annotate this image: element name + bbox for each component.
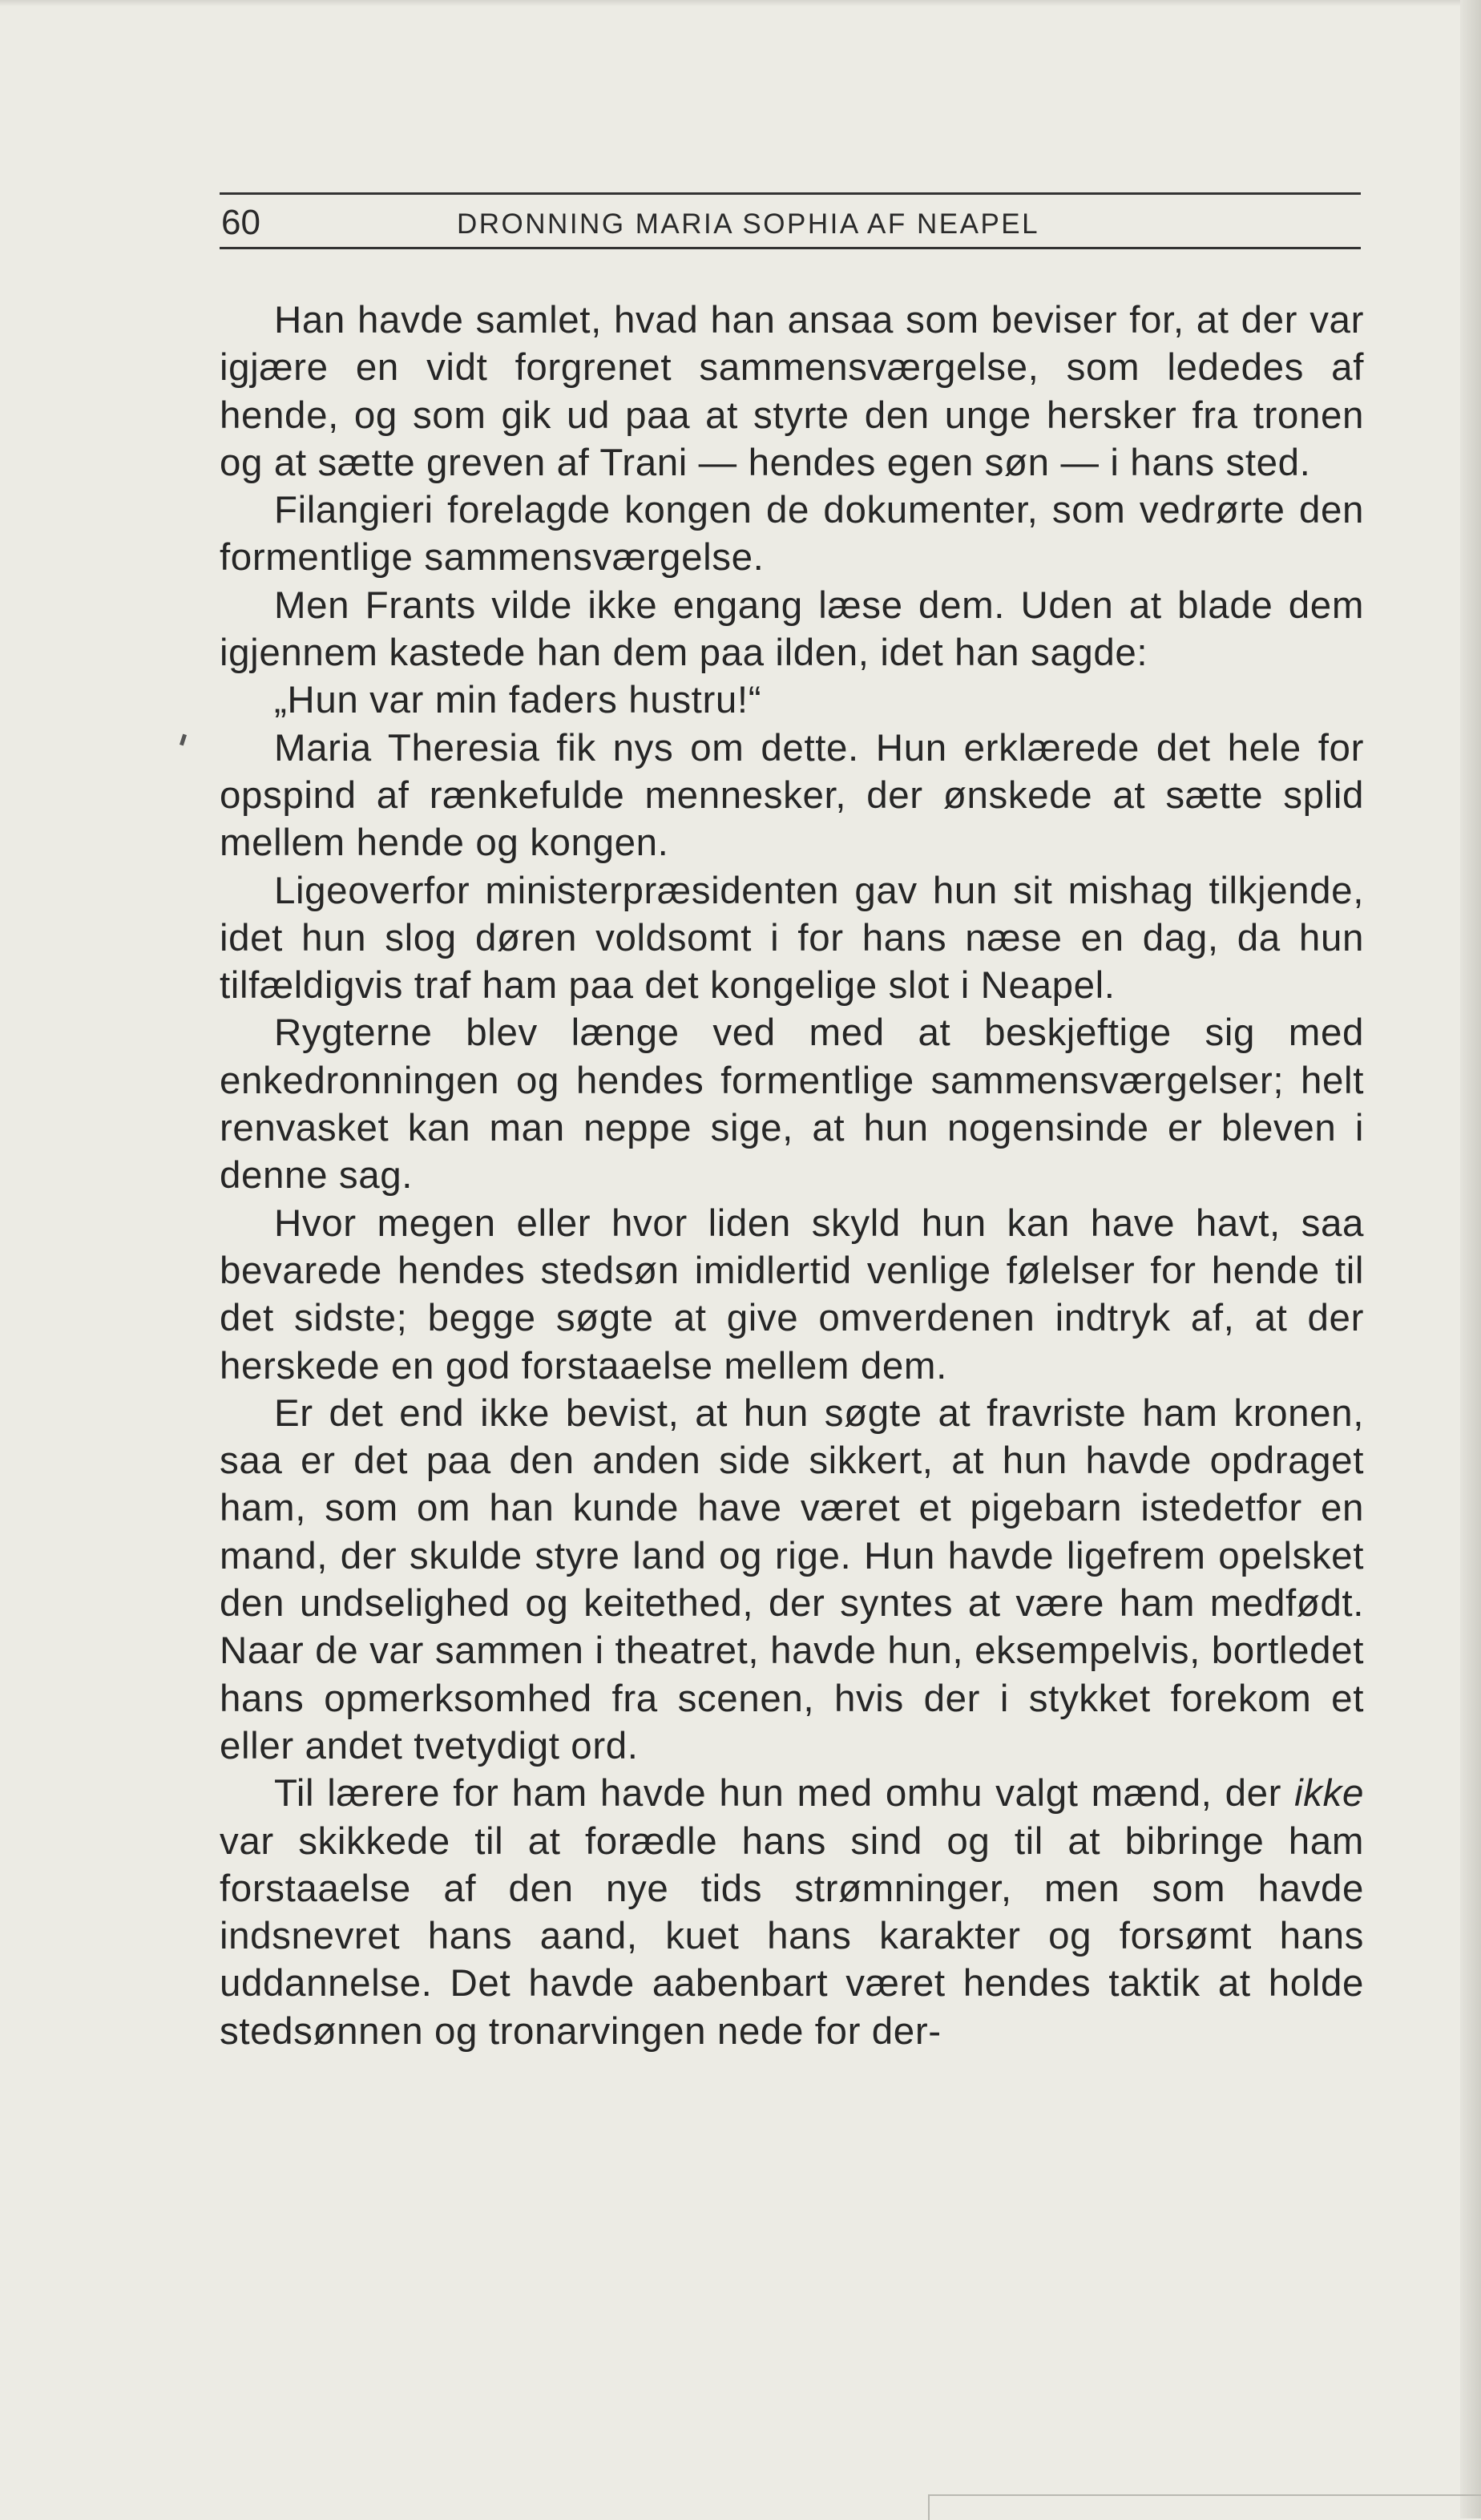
paragraph-4: „Hun var min faders hustru!“ bbox=[274, 679, 762, 722]
paragraph-3: Men Frants vilde ikke engang læse dem. Uden at blade dem igjennem kastede han dem paa ilden, idet han sagde: bbox=[220, 584, 1364, 675]
running-title: DRONNING MARIA SOPHIA AF NEAPEL bbox=[457, 208, 1040, 240]
paragraph-10-text-before: Til lærere for ham havde hun med omhu valgt mænd, der bbox=[274, 1772, 1295, 1815]
paragraph-1: Han havde samlet, hvad han ansaa som beviser for, at der var igjære en vidt forgrenet sammensværgelse, som lededes af hende, og som gik ud paa at styrte den unge hersker fra tronen og at sætte greven af Trani — hendes egen søn — i hans sted. bbox=[220, 299, 1364, 484]
paragraph-10-text-after: var skikkede til at forædle hans sind og til at bibringe ham forstaaelse af den nye tids strømninger, men som havde indsnevret hans aand, kuet hans karakter og forsømt hans uddannelse. Det havde aabenbart været hendes taktik at holde stedsønnen og tronarvingen nede for der- bbox=[220, 1819, 1364, 2053]
header-bottom-rule bbox=[220, 247, 1361, 249]
paragraph-8: Hvor megen eller hvor liden skyld hun kan have havt, saa bevarede hendes stedsøn imidlertid venlige følelser for hende til det sidste; begge søgte at give omverdenen indtryk af, at der herskede en god forstaaelse mellem dem. bbox=[220, 1201, 1364, 1387]
page-corner-line bbox=[928, 2494, 1481, 2520]
paragraph-2: Filangieri forelagde kongen de dokumenter, som vedrørte den formentlige sammensværgelse. bbox=[220, 489, 1364, 580]
page-right-edge bbox=[1460, 0, 1481, 2518]
page-header bbox=[220, 192, 1361, 250]
page-number: 60 bbox=[221, 203, 260, 242]
header-top-rule bbox=[220, 192, 1361, 195]
body-text bbox=[220, 297, 1364, 2055]
paragraph-9: Er det end ikke bevist, at hun søgte at fravriste ham kronen, saa er det paa den anden side sikkert, at hun havde opdraget ham, som om han kunde have været et pigebarn istedetfor en mand, der skulde styre land og rige. Hun havde ligefrem opelsket den undselighed og keitethed, der syntes at være ham medfødt. Naar de var sammen i theatret, havde hun, eksempelvis, bortledet hans opmerksomhed fra scenen, hvis der i stykket forekom et eller andet tvetydigt ord. bbox=[220, 1391, 1364, 1767]
paragraph-5: Maria Theresia fik nys om dette. Hun erklærede det hele for opspind af rænkefulde mennesker, der ønskede at sætte splid mellem hende og kongen. bbox=[220, 726, 1364, 865]
page-top-edge bbox=[0, 0, 1481, 6]
paragraph-10 bbox=[220, 1770, 1364, 2055]
paragraph-6: Ligeoverfor ministerpræsidenten gav hun sit mishag tilkjende, idet hun slog døren voldsomt i for hans næse en dag, da hun tilfældigvis traf ham paa det kongelige slot i Neapel. bbox=[220, 869, 1364, 1008]
ink-mark bbox=[180, 734, 187, 746]
paragraph-7: Rygterne blev længe ved med at beskjeftige sig med enkedronningen og hendes formentlige sammensværgelser; helt renvasket kan man neppe sige, at hun nogensinde er bleven i denne sag. bbox=[220, 1012, 1364, 1197]
paragraph-10-emphasis: ikke bbox=[1294, 1772, 1364, 1815]
